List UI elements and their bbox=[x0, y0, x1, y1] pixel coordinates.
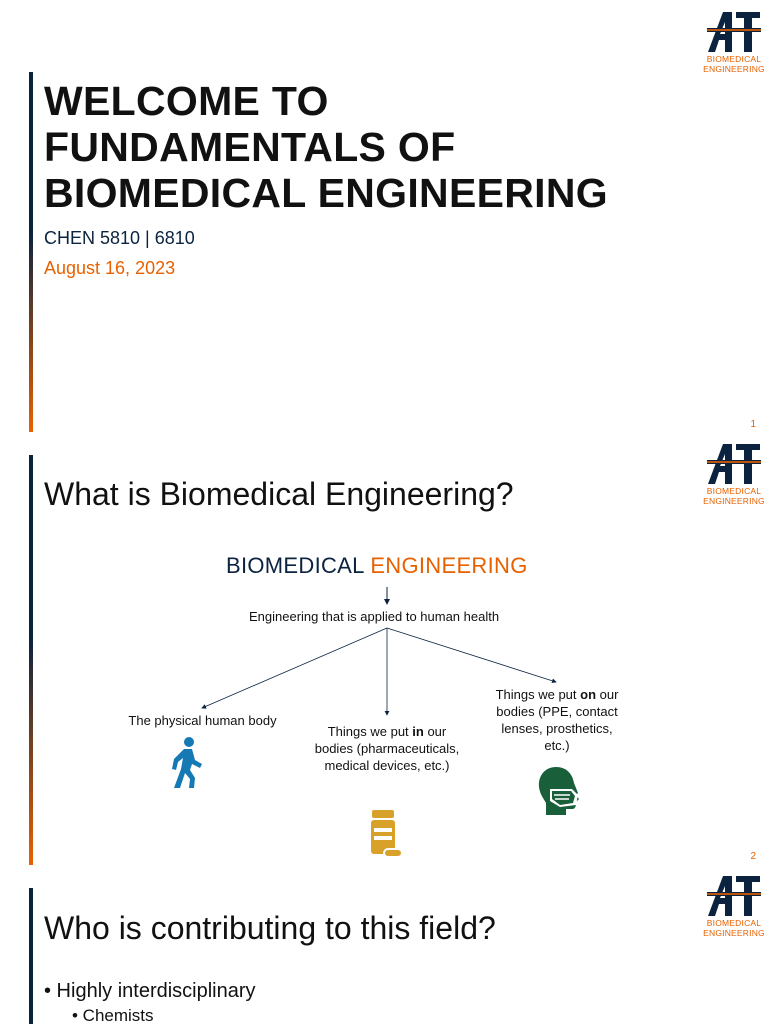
page-number: 2 bbox=[750, 851, 756, 862]
slide-title: What is Biomedical Engineering? bbox=[44, 476, 514, 512]
branch-in-bold: in bbox=[412, 724, 424, 739]
heading-engineering: ENGINEERING bbox=[370, 553, 528, 578]
bullet-item: • Highly interdisciplinary bbox=[44, 980, 256, 1002]
sub-bullet-item: • Chemists bbox=[72, 1006, 154, 1025]
logo-text-line2: ENGINEERING bbox=[703, 496, 765, 506]
page-number: 1 bbox=[750, 419, 756, 430]
slide-title: Who is contributing to this field? bbox=[44, 910, 496, 946]
auburn-au-logo-icon bbox=[706, 872, 762, 918]
title-text: WELCOME TO FUNDAMENTALS OF BIOMEDICAL ENGINEERING bbox=[44, 78, 608, 216]
course-code: CHEN 5810 | 6810 bbox=[44, 228, 195, 248]
branch-in-post: our bodies (pharmaceuticals, medical devices, etc.) bbox=[314, 724, 460, 773]
branch-on-post: our bodies (PPE, contact lenses, prosthetics, etc.) bbox=[496, 687, 619, 753]
heading-biomedical: BIOMEDICAL bbox=[226, 553, 364, 578]
accent-bar bbox=[29, 888, 33, 1024]
branch-in-pre: Things we put bbox=[327, 724, 413, 739]
branch-on-bold: on bbox=[580, 687, 597, 702]
logo-text-line2: ENGINEERING bbox=[703, 64, 765, 74]
engineering-definition: Engineering that is applied to human health bbox=[249, 609, 500, 624]
logo-text-line1: BIOMEDICAL bbox=[706, 918, 762, 928]
lecture-date: August 16, 2023 bbox=[44, 258, 176, 278]
logo-text-line2: ENGINEERING bbox=[703, 928, 765, 938]
auburn-logo bbox=[700, 872, 768, 938]
branch-on-pre: Things we put bbox=[495, 687, 581, 702]
logo-text-line1: BIOMEDICAL bbox=[706, 54, 762, 64]
branch-body-text: The physical human body bbox=[128, 713, 277, 728]
logo-text-line1: BIOMEDICAL bbox=[706, 486, 762, 496]
